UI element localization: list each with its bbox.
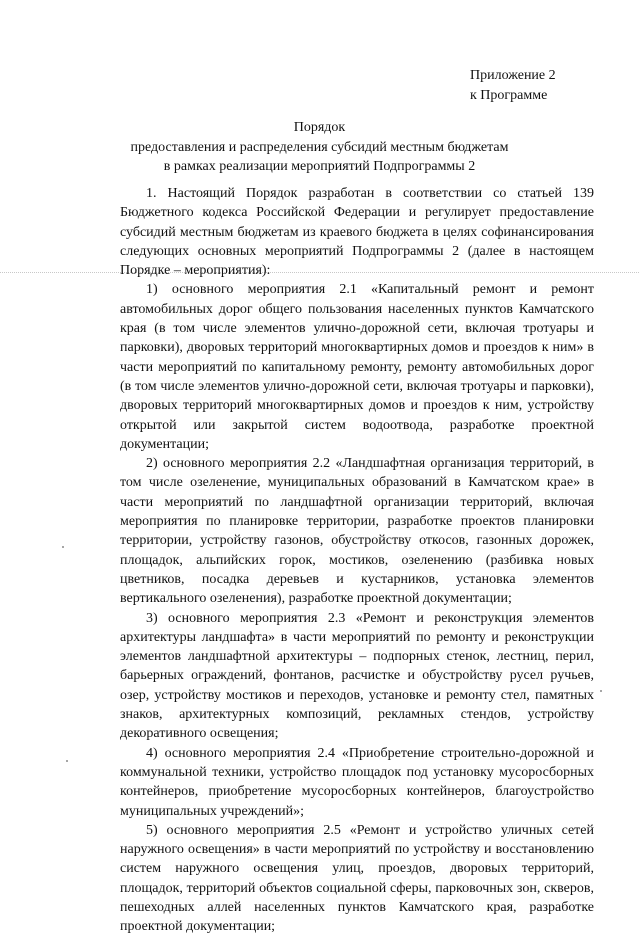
paragraph-item-3: 3) основного мероприятия 2.3 «Ремонт и реконструкция элементов архитектуры ландшафта» в части мероприятий по ремонту и реконструкции элементов ландшафтной архитектуры – подпорных стенок, лестниц, перил, барьерных ограждений, фонтанов, расчистке и обустройству русел ручьев, озер, устройству мостиков и переходов, установке и ремонту стел, памятных знаков, архитектурных композиций, рекламных стендов, устройству декоративного освещения;	[120, 610, 594, 742]
scan-speck	[600, 690, 602, 692]
paragraph-item-5: 5) основного мероприятия 2.5 «Ремонт и устройство уличных сетей наружного освещения» в части мероприятий по устройству и восстановлению систем наружного освещения улиц, проездов, дворовых территорий, площадок, территорий объектов социальной сферы, парковочных зон, скверов, пешеходных аллей населенных пунктов Камчатского края, разработке проектной документации;	[120, 822, 594, 935]
scan-speck	[66, 760, 68, 762]
paragraph-item-1: 1) основного мероприятия 2.1 «Капитальный ремонт и ремонт автомобильных дорог общего пользования населенных пунктов Камчатского края (в том числе элементов улично-дорожной сети, включая тротуары и парковки), дворовых территорий многоквартирных домов и проездов к ним» в части мероприятий по капитальному ремонту, ремонту автомобильных дорог (в том числе элементов улично-дорожной сети, включая тротуары и парковки), дворовых территорий многоквартирных домов и проездов к ним, устройству открытой или закрытой систем водоотвода, разработке проектной документации;	[120, 282, 594, 452]
scan-speck	[62, 546, 64, 548]
heading-title: Порядок	[293, 120, 346, 135]
appendix-reference	[470, 66, 556, 106]
heading-subtitle-line-2: в рамках реализации мероприятий Подпрограммы 2	[163, 159, 476, 174]
appendix-line-2: к Программе	[470, 88, 548, 103]
paragraph-item-2: 2) основного мероприятия 2.2 «Ландшафтная организация территорий, в том числе озеленение, муниципальных образований в Камчатском крае» в части мероприятий по ландшафтной организации территорий, включая мероприятия по планировке территории, разработке проектов планировки территории, устройству газонов, обустройству откосов, газонных дорожек, площадок, альпийских горок, мостиков, озеленению (разбивка новых цветников, посадка деревьев и кустарников, установка элементов вертикального озеленения), разработке проектной документации;	[120, 456, 594, 607]
appendix-line-1: Приложение 2	[470, 68, 556, 83]
heading-subtitle-line-1: предоставления и распределения субсидий местным бюджетам	[130, 139, 509, 155]
document-heading	[0, 118, 639, 177]
paragraph-item-4: 4) основного мероприятия 2.4 «Приобретение строительно-дорожной и коммунальной техники, устройство площадок под установку мусоросборных контейнеров, приобретение мусоросборных контейнеров, благоустройство муниципальных учреждений»;	[120, 745, 594, 819]
paragraph-intro: 1. Настоящий Порядок разработан в соответствии со статьей 139 Бюджетного кодекса Российской Федерации и регулирует предоставление субсидий местным бюджетам из краевого бюджета в целях софинансирования следующих основных мероприятий Подпрограммы 2 (далее в настоящем Порядке – мероприятия):	[120, 186, 594, 279]
document-body	[120, 184, 594, 937]
